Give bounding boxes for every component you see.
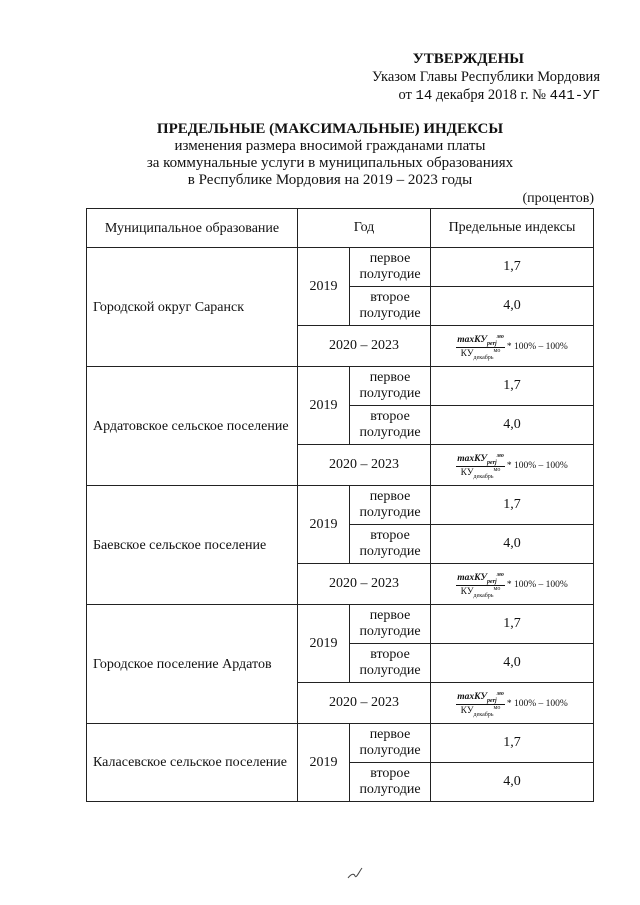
index-value-first: 1,7 <box>431 605 594 644</box>
formula <box>456 691 568 718</box>
document-subtitle-1: изменения размера вносимой гражданами платы <box>174 138 486 154</box>
document-subtitle-2: за коммунальные услуги в муниципальных образованиях <box>146 155 514 171</box>
table-row <box>87 724 594 763</box>
approval-number: 441-УГ <box>549 88 600 104</box>
index-value-second: 4,0 <box>431 763 594 802</box>
index-value-first: 1,7 <box>431 367 594 406</box>
index-formula <box>431 445 594 486</box>
formula-numerator: maxКУ$_{реrj}^{мо}$ <box>457 333 504 347</box>
period-second-half: второе полугодие <box>350 644 431 683</box>
period-second-half: второе полугодие <box>350 763 431 802</box>
formula-denominator: $КУ_{декабрь}^{мо}$ <box>460 585 501 599</box>
handwritten-mark <box>346 864 364 882</box>
index-value-second: 4,0 <box>431 287 594 326</box>
formula-denominator: $КУ_{декабрь}^{мо}$ <box>460 466 501 480</box>
period-second-half: второе полугодие <box>350 287 431 326</box>
municipality-name: Баевское сельское поселение <box>87 486 298 605</box>
formula-numerator: maxКУ$_{реrj}^{мо}$ <box>457 571 504 585</box>
formula-numerator: maxКУ$_{реrj}^{мо}$ <box>457 690 504 704</box>
formula <box>456 572 568 599</box>
table-row <box>87 486 594 525</box>
document-title: ПРЕДЕЛЬНЫЕ (МАКСИМАЛЬНЫЕ) ИНДЕКСЫ <box>156 121 504 137</box>
year-range: 2020 – 2023 <box>298 564 431 605</box>
table-body <box>87 248 594 802</box>
units-label: (процентов) <box>522 191 594 206</box>
year-cell: 2019 <box>298 605 350 683</box>
indices-table <box>86 208 594 802</box>
formula <box>456 453 568 480</box>
period-first-half: первое полугодие <box>350 724 431 763</box>
table-header-row <box>87 209 594 248</box>
period-first-half: первое полугодие <box>350 605 431 644</box>
period-first-half: первое полугодие <box>350 367 431 406</box>
index-formula <box>431 683 594 724</box>
approval-date <box>300 86 600 105</box>
index-value-second: 4,0 <box>431 644 594 683</box>
year-cell: 2019 <box>298 367 350 445</box>
approval-decree: Указом Главы Республики Мордовия <box>372 69 600 85</box>
header-year: Год <box>298 209 431 248</box>
municipality-name: Городской округ Саранск <box>87 248 298 367</box>
index-value-first: 1,7 <box>431 248 594 287</box>
municipality-name: Каласевское сельское поселение <box>87 724 298 802</box>
header-municipality: Муниципальное образование <box>87 209 298 248</box>
table-row <box>87 367 594 406</box>
index-value-first: 1,7 <box>431 486 594 525</box>
period-first-half: первое полугодие <box>350 486 431 525</box>
period-second-half: второе полугодие <box>350 525 431 564</box>
approval-date-rest: декабря 2018 г. № <box>435 87 546 103</box>
period-first-half: первое полугодие <box>350 248 431 287</box>
year-range: 2020 – 2023 <box>298 326 431 367</box>
index-value-second: 4,0 <box>431 525 594 564</box>
index-formula <box>431 564 594 605</box>
approval-title: УТВЕРЖДЕНЫ <box>412 51 524 67</box>
formula-tail: * 100% – 100% <box>506 342 568 353</box>
period-second-half: второе полугодие <box>350 406 431 445</box>
formula-tail: * 100% – 100% <box>506 699 568 710</box>
table-row <box>87 248 594 287</box>
year-range: 2020 – 2023 <box>298 445 431 486</box>
formula-denominator: $КУ_{декабрь}^{мо}$ <box>460 704 501 718</box>
table-row <box>87 605 594 644</box>
index-value-second: 4,0 <box>431 406 594 445</box>
document-heading <box>70 121 590 189</box>
formula <box>456 334 568 361</box>
formula-denominator: $КУ_{декабрь}^{мо}$ <box>460 347 501 361</box>
year-cell: 2019 <box>298 486 350 564</box>
municipality-name: Городское поселение Ардатов <box>87 605 298 724</box>
index-formula <box>431 326 594 367</box>
formula-numerator: maxКУ$_{реrj}^{мо}$ <box>457 452 504 466</box>
year-cell: 2019 <box>298 724 350 802</box>
year-range: 2020 – 2023 <box>298 683 431 724</box>
header-indices: Предельные индексы <box>431 209 594 248</box>
approval-block <box>300 50 600 105</box>
approval-day: 14 <box>415 88 433 104</box>
formula-tail: * 100% – 100% <box>506 461 568 472</box>
year-cell: 2019 <box>298 248 350 326</box>
index-value-first: 1,7 <box>431 724 594 763</box>
approval-date-prefix: от <box>398 87 412 103</box>
formula-tail: * 100% – 100% <box>506 580 568 591</box>
municipality-name: Ардатовское сельское поселение <box>87 367 298 486</box>
document-subtitle-3: в Республике Мордовия на 2019 – 2023 годы <box>187 172 473 188</box>
